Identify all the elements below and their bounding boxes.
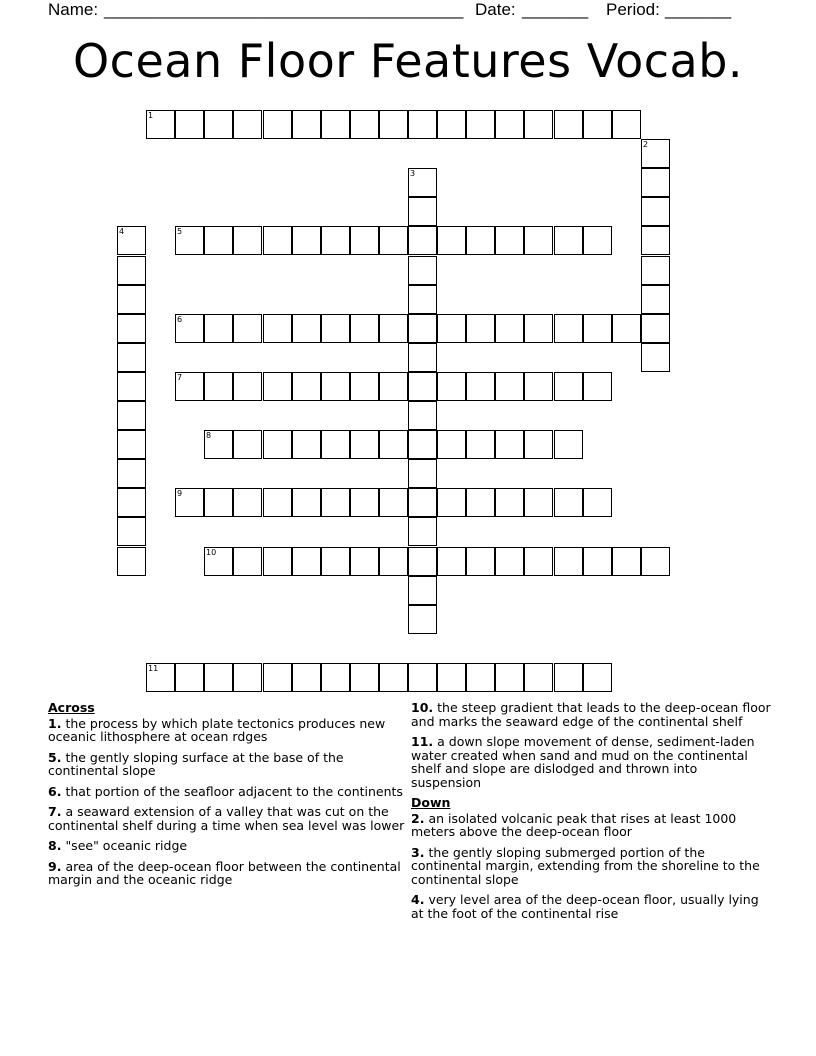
crossword-cell[interactable] <box>524 430 553 459</box>
cell-number: 10 <box>206 548 217 557</box>
crossword-cell[interactable] <box>466 547 495 576</box>
crossword-cell[interactable] <box>117 517 146 546</box>
clue-across-7 <box>48 805 408 832</box>
crossword-cell[interactable] <box>466 372 495 401</box>
crossword-cell[interactable] <box>554 110 583 139</box>
crossword-cell[interactable] <box>292 314 321 343</box>
crossword-cell[interactable] <box>641 547 670 576</box>
crossword-cell[interactable] <box>117 430 146 459</box>
clue-text: "see" oceanic ridge <box>65 838 188 853</box>
clue-across-1 <box>48 717 408 744</box>
crossword-cell[interactable] <box>495 430 524 459</box>
crossword-cell[interactable] <box>204 547 233 576</box>
crossword-cell[interactable] <box>524 226 553 255</box>
crossword-cell[interactable] <box>408 226 437 255</box>
crossword-cell[interactable] <box>641 285 670 314</box>
crossword-cell[interactable] <box>350 372 379 401</box>
crossword-cell[interactable] <box>583 226 612 255</box>
clue-down-2 <box>411 812 771 839</box>
crossword-cell[interactable] <box>175 226 204 255</box>
crossword-cell[interactable] <box>117 547 146 576</box>
crossword-cell[interactable] <box>350 226 379 255</box>
crossword-cell[interactable] <box>408 488 437 517</box>
date-label: Date: <box>475 0 516 19</box>
crossword-cell[interactable] <box>379 372 408 401</box>
clue-number: 9. <box>48 858 62 874</box>
crossword-cell[interactable] <box>437 663 466 692</box>
crossword-cell[interactable] <box>408 576 437 605</box>
crossword-cell[interactable] <box>204 110 233 139</box>
crossword-cell[interactable] <box>495 663 524 692</box>
crossword-cell[interactable] <box>408 256 437 285</box>
crossword-cell[interactable] <box>233 372 262 401</box>
crossword-cell[interactable] <box>233 547 262 576</box>
crossword-cell[interactable] <box>321 226 350 255</box>
crossword-cell[interactable] <box>437 430 466 459</box>
crossword-cell[interactable] <box>379 110 408 139</box>
crossword-cell[interactable] <box>350 314 379 343</box>
clue-number: 11. <box>411 734 434 749</box>
clue-down-3 <box>411 846 771 887</box>
crossword-cell[interactable] <box>233 110 262 139</box>
clue-across-11 <box>411 735 771 789</box>
crossword-cell[interactable] <box>292 372 321 401</box>
clue-number: 5. <box>48 749 62 765</box>
crossword-cell[interactable] <box>583 314 612 343</box>
crossword-cell[interactable] <box>117 256 146 285</box>
crossword-cell[interactable] <box>554 430 583 459</box>
crossword-cell[interactable] <box>641 226 670 255</box>
crossword-cell[interactable] <box>233 488 262 517</box>
clue-text: an isolated volcanic peak that rises at least 1000 meters above the deep-ocean floor <box>411 810 737 839</box>
crossword-cell[interactable] <box>495 547 524 576</box>
clue-number: 10. <box>411 700 434 715</box>
crossword-cell[interactable] <box>204 314 233 343</box>
crossword-cell[interactable] <box>408 314 437 343</box>
date-blank[interactable]: _______ <box>522 0 589 19</box>
crossword-cell[interactable] <box>554 226 583 255</box>
crossword-cell[interactable] <box>292 110 321 139</box>
crossword-cell[interactable] <box>524 663 553 692</box>
crossword-cell[interactable] <box>641 314 670 343</box>
cell-number: 6 <box>177 315 183 324</box>
crossword-cell[interactable] <box>263 488 292 517</box>
crossword-cell[interactable] <box>641 139 670 168</box>
crossword-cell[interactable] <box>408 197 437 226</box>
crossword-cell[interactable] <box>408 110 437 139</box>
crossword-cell[interactable] <box>466 430 495 459</box>
crossword-cell[interactable] <box>146 663 175 692</box>
crossword-cell[interactable] <box>437 488 466 517</box>
crossword-cell[interactable] <box>379 547 408 576</box>
crossword-cell[interactable] <box>379 663 408 692</box>
clue-text: a seaward extension of a valley that was cut on the continental shelf during a time when sea level was lower <box>48 804 405 833</box>
clue-text: area of the deep-ocean floor between the continental margin and the oceanic ridge <box>48 858 401 887</box>
crossword-cell[interactable] <box>233 663 262 692</box>
crossword-cell[interactable] <box>641 256 670 285</box>
crossword-cell[interactable] <box>263 547 292 576</box>
crossword-cell[interactable] <box>408 459 437 488</box>
crossword-cell[interactable] <box>350 663 379 692</box>
crossword-cell[interactable] <box>263 226 292 255</box>
period-label: Period: <box>606 0 660 19</box>
crossword-cell[interactable] <box>175 663 204 692</box>
crossword-cell[interactable] <box>292 663 321 692</box>
crossword-cell[interactable] <box>554 372 583 401</box>
crossword-cell[interactable] <box>350 430 379 459</box>
crossword-cell[interactable] <box>292 547 321 576</box>
crossword-cell[interactable] <box>321 488 350 517</box>
crossword-cell[interactable] <box>612 314 641 343</box>
cell-number: 9 <box>177 489 183 498</box>
clue-number: 1. <box>48 715 62 731</box>
crossword-cell[interactable] <box>204 663 233 692</box>
clue-text: that portion of the seafloor adjacent to the continents <box>65 783 403 799</box>
crossword-cell[interactable] <box>524 372 553 401</box>
crossword-cell[interactable] <box>263 430 292 459</box>
crossword-cell[interactable] <box>612 547 641 576</box>
crossword-cell[interactable] <box>437 226 466 255</box>
crossword-cell[interactable] <box>437 547 466 576</box>
crossword-cell[interactable] <box>117 459 146 488</box>
down-heading: Down <box>411 795 451 810</box>
crossword-cell[interactable] <box>117 314 146 343</box>
crossword-cell[interactable] <box>583 488 612 517</box>
clue-text: the process by which plate tectonics produces new oceanic lithosphere at ocean rdges <box>48 715 386 744</box>
name-label: Name: <box>48 0 99 19</box>
crossword-cell[interactable] <box>321 372 350 401</box>
crossword-cell[interactable] <box>292 226 321 255</box>
crossword-cell[interactable] <box>408 168 437 197</box>
crossword-cell[interactable] <box>117 343 146 372</box>
crossword-cell[interactable] <box>554 488 583 517</box>
clue-down-4 <box>411 893 771 920</box>
crossword-cell[interactable] <box>583 110 612 139</box>
crossword-cell[interactable] <box>554 547 583 576</box>
crossword-cell[interactable] <box>204 430 233 459</box>
crossword-cell[interactable] <box>583 372 612 401</box>
clue-number: 8. <box>48 838 62 853</box>
crossword-cell[interactable] <box>408 547 437 576</box>
crossword-cell[interactable] <box>408 605 437 634</box>
crossword-cell[interactable] <box>524 547 553 576</box>
clue-number: 4. <box>411 892 425 907</box>
clue-number: 6. <box>48 783 62 799</box>
clue-across-9 <box>48 860 408 887</box>
crossword-cell[interactable] <box>495 372 524 401</box>
crossword-cell[interactable] <box>117 372 146 401</box>
cell-number: 2 <box>643 140 649 149</box>
crossword-cell[interactable] <box>233 226 262 255</box>
crossword-cell[interactable] <box>204 372 233 401</box>
crossword-cell[interactable] <box>554 663 583 692</box>
clue-text: the steep gradient that leads to the deep-ocean floor and marks the seaward edge of the continental shelf <box>411 700 771 729</box>
name-blank[interactable]: ______________________________________ <box>104 0 464 19</box>
cell-number: 11 <box>148 664 159 673</box>
crossword-cell[interactable] <box>117 226 146 255</box>
crossword-cell[interactable] <box>466 663 495 692</box>
crossword-cell[interactable] <box>233 314 262 343</box>
crossword-cell[interactable] <box>117 401 146 430</box>
crossword-cell[interactable] <box>233 430 262 459</box>
cell-number: 7 <box>177 373 183 382</box>
cell-number: 1 <box>148 111 154 120</box>
crossword-cell[interactable] <box>379 314 408 343</box>
crossword-cell[interactable] <box>408 372 437 401</box>
crossword-cell[interactable] <box>408 430 437 459</box>
crossword-cell[interactable] <box>175 314 204 343</box>
crossword-cell[interactable] <box>612 110 641 139</box>
crossword-cell[interactable] <box>641 197 670 226</box>
crossword-cell[interactable] <box>204 488 233 517</box>
crossword-cell[interactable] <box>321 547 350 576</box>
crossword-cell[interactable] <box>146 110 175 139</box>
crossword-cell[interactable] <box>408 401 437 430</box>
crossword-cell[interactable] <box>437 314 466 343</box>
clues-column-left <box>48 701 408 894</box>
crossword-cell[interactable] <box>554 314 583 343</box>
crossword-cell[interactable] <box>524 110 553 139</box>
crossword-cell[interactable] <box>495 488 524 517</box>
crossword-cell[interactable] <box>641 343 670 372</box>
period-blank[interactable]: _______ <box>665 0 732 19</box>
crossword-cell[interactable] <box>321 314 350 343</box>
crossword-cell[interactable] <box>408 517 437 546</box>
crossword-cell[interactable] <box>495 110 524 139</box>
crossword-cell[interactable] <box>437 372 466 401</box>
crossword-cell[interactable] <box>263 110 292 139</box>
clue-number: 3. <box>411 844 425 860</box>
clue-text: the gently sloping surface at the base of the continental slope <box>48 749 344 778</box>
clue-text: the gently sloping submerged portion of the continental margin, extending from the shoreline to the continental slope <box>411 844 760 887</box>
crossword-cell[interactable] <box>466 226 495 255</box>
crossword-cell[interactable] <box>583 663 612 692</box>
crossword-cell[interactable] <box>408 285 437 314</box>
crossword-cell[interactable] <box>321 430 350 459</box>
crossword-cell[interactable] <box>321 110 350 139</box>
crossword-cell[interactable] <box>175 488 204 517</box>
clue-number: 2. <box>411 810 425 826</box>
crossword-cell[interactable] <box>495 226 524 255</box>
cell-number: 5 <box>177 227 183 236</box>
clue-number: 7. <box>48 804 62 819</box>
crossword-cell[interactable] <box>263 372 292 401</box>
crossword-cell[interactable] <box>466 488 495 517</box>
across-heading: Across <box>48 700 95 715</box>
clues-column-right <box>411 701 771 927</box>
clue-across-10 <box>411 701 771 728</box>
clue-text: very level area of the deep-ocean floor, usually lying at the foot of the continental rise <box>411 892 759 921</box>
crossword-cell[interactable] <box>466 110 495 139</box>
crossword-cell[interactable] <box>175 110 204 139</box>
crossword-cell[interactable] <box>350 547 379 576</box>
crossword-cell[interactable] <box>408 663 437 692</box>
crossword-cell[interactable] <box>379 430 408 459</box>
crossword-cell[interactable] <box>495 314 524 343</box>
crossword-cell[interactable] <box>583 547 612 576</box>
crossword-cell[interactable] <box>321 663 350 692</box>
crossword-cell[interactable] <box>408 343 437 372</box>
crossword-cell[interactable] <box>117 285 146 314</box>
crossword-cell[interactable] <box>437 110 466 139</box>
crossword-cell[interactable] <box>175 372 204 401</box>
crossword-cell[interactable] <box>524 314 553 343</box>
clue-across-5 <box>48 751 408 778</box>
clue-across-6 <box>48 785 408 799</box>
crossword-cell[interactable] <box>263 663 292 692</box>
cell-number: 8 <box>206 431 212 440</box>
crossword-cell[interactable] <box>524 488 553 517</box>
crossword-cell[interactable] <box>641 168 670 197</box>
crossword-cell[interactable] <box>379 488 408 517</box>
crossword-cell[interactable] <box>292 430 321 459</box>
crossword-cell[interactable] <box>379 226 408 255</box>
clue-across-8 <box>48 839 408 853</box>
crossword-cell[interactable] <box>204 226 233 255</box>
crossword-cell[interactable] <box>117 488 146 517</box>
crossword-cell[interactable] <box>292 488 321 517</box>
cell-number: 4 <box>119 227 125 236</box>
crossword-cell[interactable] <box>350 488 379 517</box>
page-title: Ocean Floor Features Vocab. <box>72 34 744 88</box>
clue-text: a down slope movement of dense, sediment-laden water created when sand and mud on the continental shelf and slope are dislodged and thrown into suspension <box>411 734 755 790</box>
cell-number: 3 <box>410 169 416 178</box>
crossword-cell[interactable] <box>350 110 379 139</box>
crossword-cell[interactable] <box>263 314 292 343</box>
crossword-cell[interactable] <box>466 314 495 343</box>
